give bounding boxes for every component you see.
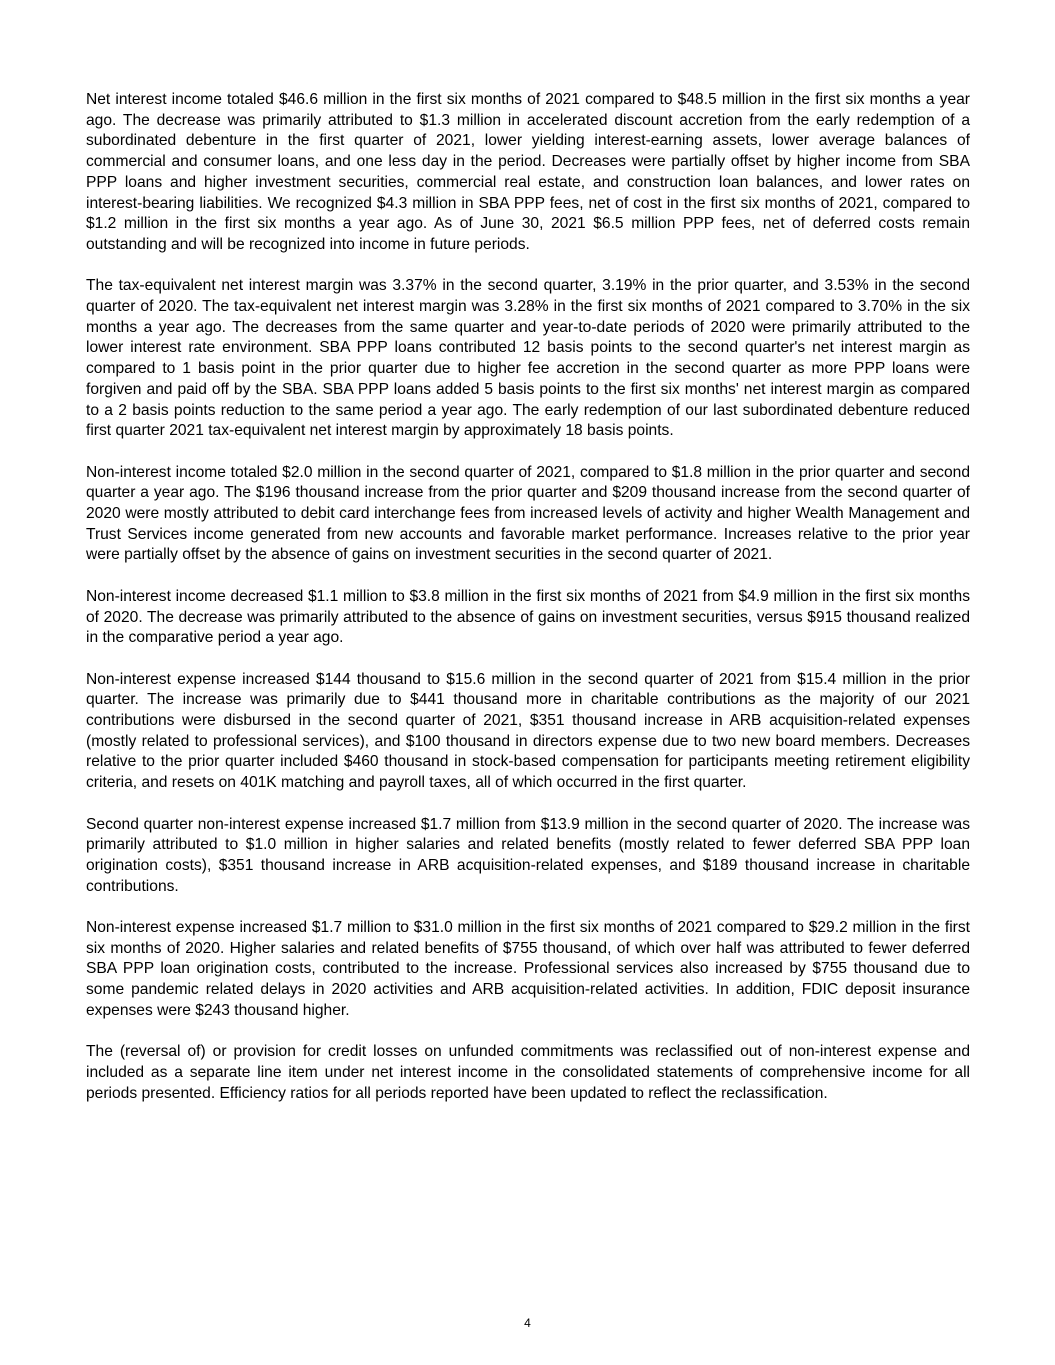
- document-body: [86, 90, 970, 1125]
- paragraph-reclassification: The (reversal of) or provision for credit losses on unfunded commitments was reclassified out of non-interest expense and included as a separate line item under net interest income in the consolidated statements of comprehensive income for all periods presented. Efficiency ratios for all periods reported have been updated to reflect the reclassification.: [86, 1043, 970, 1102]
- paragraph-non-interest-expense-quarter: Non-interest expense increased $144 thousand to $15.6 million in the second quarter of 2021 from $15.4 million in the prior quarter. The increase was primarily due to $441 thousand more in charitable contributions as the majority of our 2021 contributions were disbursed in the second quarter of 2021, $351 thousand increase in ARB acquisition-related expenses (mostly related to professional services), and $100 thousand in directors expense due to two new board members. Decreases relative to the prior quarter included $460 thousand in stock-based compensation for participants meeting retirement eligibility criteria, and resets on 401K matching and payroll taxes, all of which occurred in the first quarter.: [86, 670, 970, 792]
- paragraph-net-interest-income: Net interest income totaled $46.6 million in the first six months of 2021 compared to $48.5 million in the first six months a year ago. The decrease was primarily attributed to $1.3 million in accelerated discount accretion from the early redemption of a subordinated debenture in the first quarter of 2021, lower yielding interest-earning assets, lower average balances of commercial and consumer loans, and one less day in the period. Decreases were partially offset by higher income from SBA PPP loans and higher investment securities, commercial real estate, and construction loan balances, and lower rates on interest-bearing liabilities. We recognized $4.3 million in SBA PPP fees, net of cost in the first six months of 2021, compared to $1.2 million in the first six months a year ago. As of June 30, 2021 $6.5 million PPP fees, net of deferred costs remain outstanding and will be recognized into income in future periods.: [86, 91, 970, 253]
- page-number: 4: [524, 1316, 531, 1330]
- paragraph-non-interest-expense-year-over-year: Second quarter non-interest expense increased $1.7 million from $13.9 million in the second quarter of 2020. The increase was primarily attributed to $1.0 million in higher salaries and related benefits (mostly related to fewer deferred SBA PPP loan origination costs), $351 thousand increase in ARB acquisition-related expenses, and $189 thousand increase in charitable contributions.: [86, 815, 970, 895]
- paragraph-non-interest-expense-six-months: Non-interest expense increased $1.7 million to $31.0 million in the first six months of 2021 compared to $29.2 million in the first six months of 2020. Higher salaries and related benefits of $755 thousand, of which over half was attributed to fewer deferred SBA PPP loan origination costs, contributed to the increase. Professional services also increased by $755 thousand due to some pandemic related delays in 2020 activities and ARB acquisition-related activities. In addition, FDIC deposit insurance expenses were $243 thousand higher.: [86, 919, 970, 1019]
- paragraph-non-interest-income-quarter: Non-interest income totaled $2.0 million in the second quarter of 2021, compared to $1.8 million in the prior quarter and second quarter a year ago. The $196 thousand increase from the prior quarter and $209 thousand increase from the second quarter of 2020 were mostly attributed to debit card interchange fees from increased levels of activity and higher Wealth Management and Trust Services income generated from new accounts and favorable market performance. Increases relative to the prior year were partially offset by the absence of gains on investment securities in the second quarter of 2021.: [86, 463, 970, 564]
- paragraph-net-interest-margin: The tax-equivalent net interest margin was 3.37% in the second quarter, 3.19% in the prior quarter, and 3.53% in the second quarter of 2020. The tax-equivalent net interest margin was 3.28% in the first six months of 2021 compared to 3.70% in the six months a year ago. The decreases from the same quarter and year-to-date periods of 2020 were primarily attributed to the lower interest rate environment. SBA PPP loans contributed 12 basis points to the second quarter's net interest margin as compared to 1 basis point in the prior quarter due to higher fee accretion in the second quarter as more PPP loans were forgiven and paid off by the SBA. SBA PPP loans added 5 basis points to the first six months' net interest margin as compared to a 2 basis points reduction to the same period a year ago. The early redemption of our last subordinated debenture reduced first quarter 2021 tax-equivalent net interest margin by approximately 18 basis points.: [86, 277, 970, 440]
- paragraph-non-interest-income-six-months: Non-interest income decreased $1.1 million to $3.8 million in the first six months of 2021 from $4.9 million in the first six months of 2020. The decrease was primarily attributed to the absence of gains on investment securities, versus $915 thousand realized in the comparative period a year ago.: [86, 587, 970, 647]
